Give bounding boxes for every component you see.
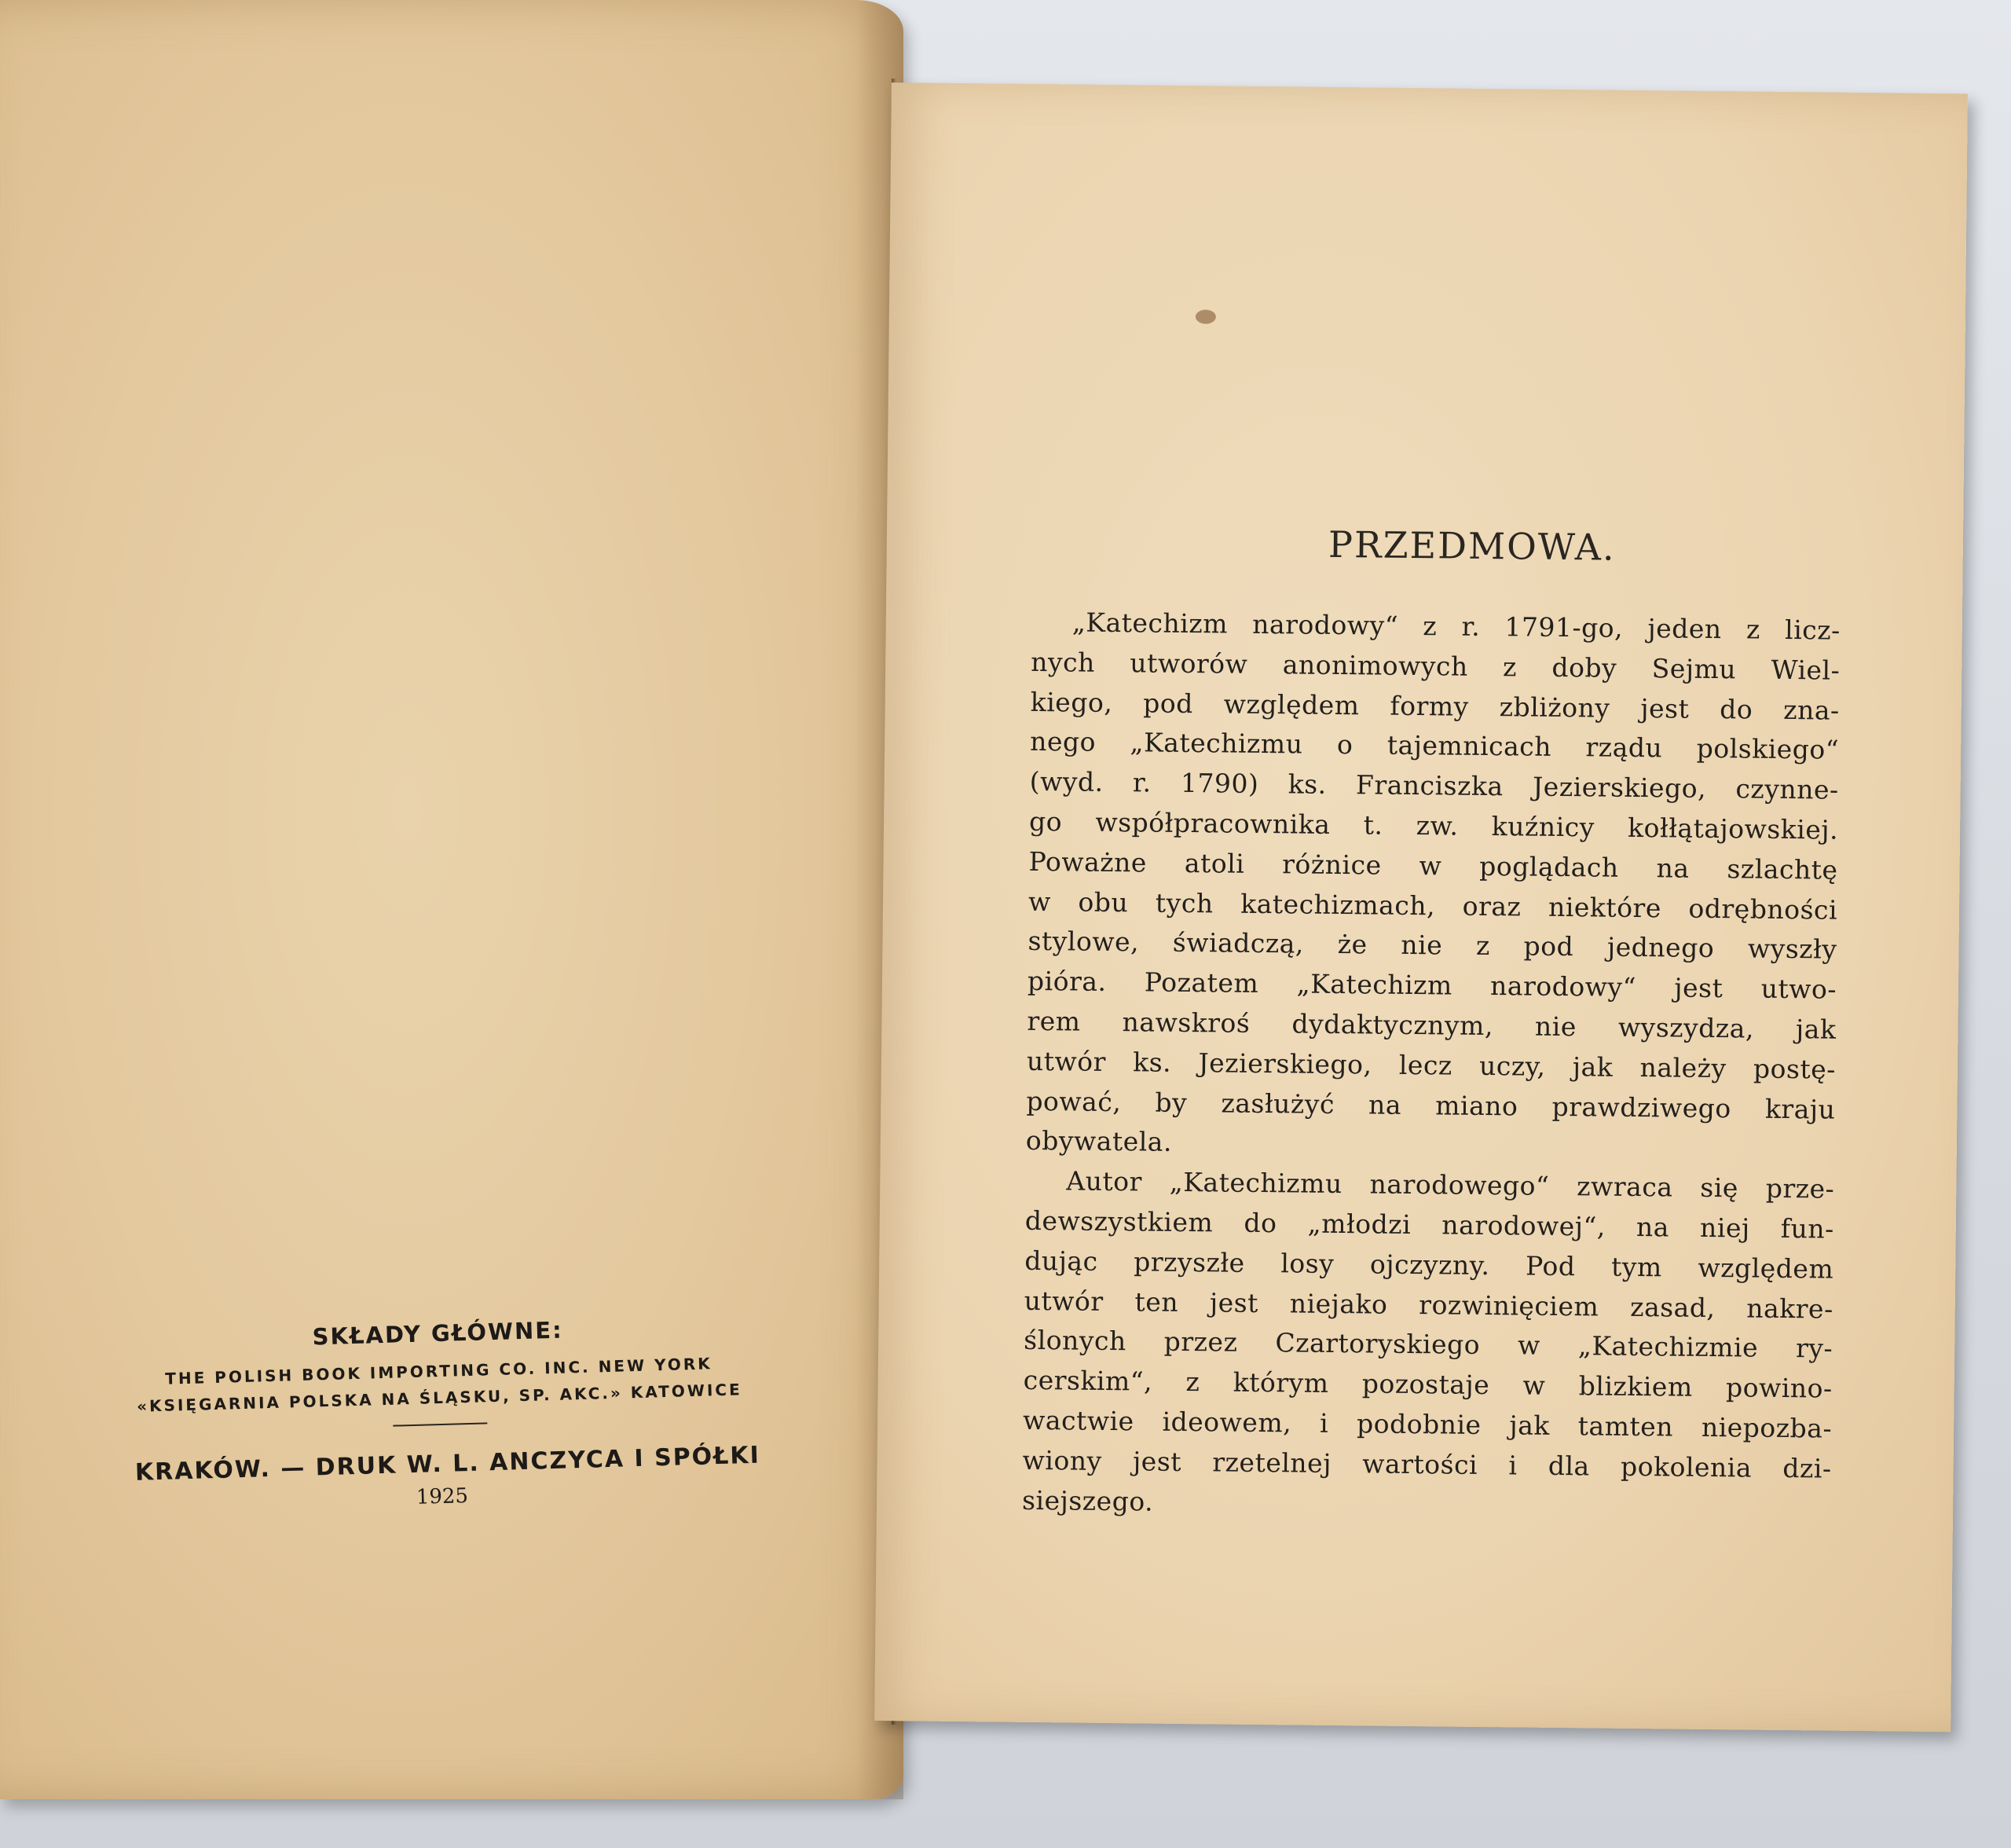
imprint-block [131,1311,761,1517]
printer-line: KRAKÓW. — DRUK W. L. ANCZYCA I SPÓŁKI [134,1441,761,1487]
preface-text [1022,603,1841,1529]
preface-line: „Katechizm narodowy“ z r. 1791-go, jeden z licz- [1071,607,1841,646]
page-title: PRZEDMOWA. [1328,522,1616,569]
preface-line: pióra. Pozatem „Katechizm narodowy“ jest utwo- [1027,966,1837,1005]
preface-line: rem nawskroś dydaktycznym, nie wyszydza, jak [1027,1005,1837,1045]
preface-line: ślonych przez Czartoryskiego w „Katechizmie ry- [1024,1325,1833,1364]
preface-line: stylowe, świadczą, że nie z pod jednego wyszły [1027,926,1837,966]
preface-line: utwór ks. Jezierskiego, lecz uczy, jak należy postę- [1026,1045,1837,1085]
imprint-divider [393,1422,487,1426]
preface-line: pować, by zasłużyć na miano prawdziwego kraju [1026,1085,1836,1125]
publication-year: 1925 [416,1484,469,1509]
preface-line: dując przyszłe losy ojczyzny. Pod tym względem [1024,1245,1834,1285]
preface-line: go współpracownika t. zw. kuźnicy kołłątajowskiej. [1028,805,1839,845]
preface-line: w obu tych katechizmach, oraz niektóre odrębności [1027,886,1838,926]
preface-line: nych utworów anonimowych z doby Sejmu Wiel- [1031,646,1841,686]
preface-line: nego „Katechizmu o tajemnicach rządu polskiego“ [1030,726,1840,766]
right-page [874,82,1968,1732]
preface-line: siejszego. [1021,1484,1154,1517]
preface-line: obywatela. [1025,1125,1173,1158]
preface-line: Autor „Katechizmu narodowego“ zwraca się prze- [1066,1165,1835,1204]
preface-line: dewszystkiem do „młodzi narodowej“, na niej fun- [1024,1204,1834,1245]
preface-line: (wyd. r. 1790) ks. Franciszka Jezierskiego, czynne- [1029,766,1839,805]
imprint-heading: SKŁADY GŁÓWNE: [312,1316,564,1351]
preface-line: wiony jest rzetelnej wartości i dla pokolenia dzi- [1022,1444,1832,1484]
preface-line: kiego, pod względem formy zbliżony jest do zna- [1030,686,1840,726]
imprint-line-new-york: THE POLISH BOOK IMPORTING CO. INC. NEW YORK [164,1354,713,1388]
preface-line: cerskim“, z którym pozostaje w blizkiem powino- [1023,1364,1833,1404]
paper-stain [1196,310,1216,324]
preface-line: Poważne atoli różnice w poglądach na szlachtę [1028,845,1838,886]
imprint-line-katowice: «KSIĘGARNIA POLSKA NA ŚLĄSKU, SP. AKC.» KATOWICE [136,1380,743,1416]
preface-line: wactwie ideowem, i podobnie jak tamten niepozba- [1022,1404,1833,1444]
preface-line: utwór ten jest niejako rozwinięciem zasad, nakre- [1024,1285,1833,1325]
left-page [0,0,903,1799]
